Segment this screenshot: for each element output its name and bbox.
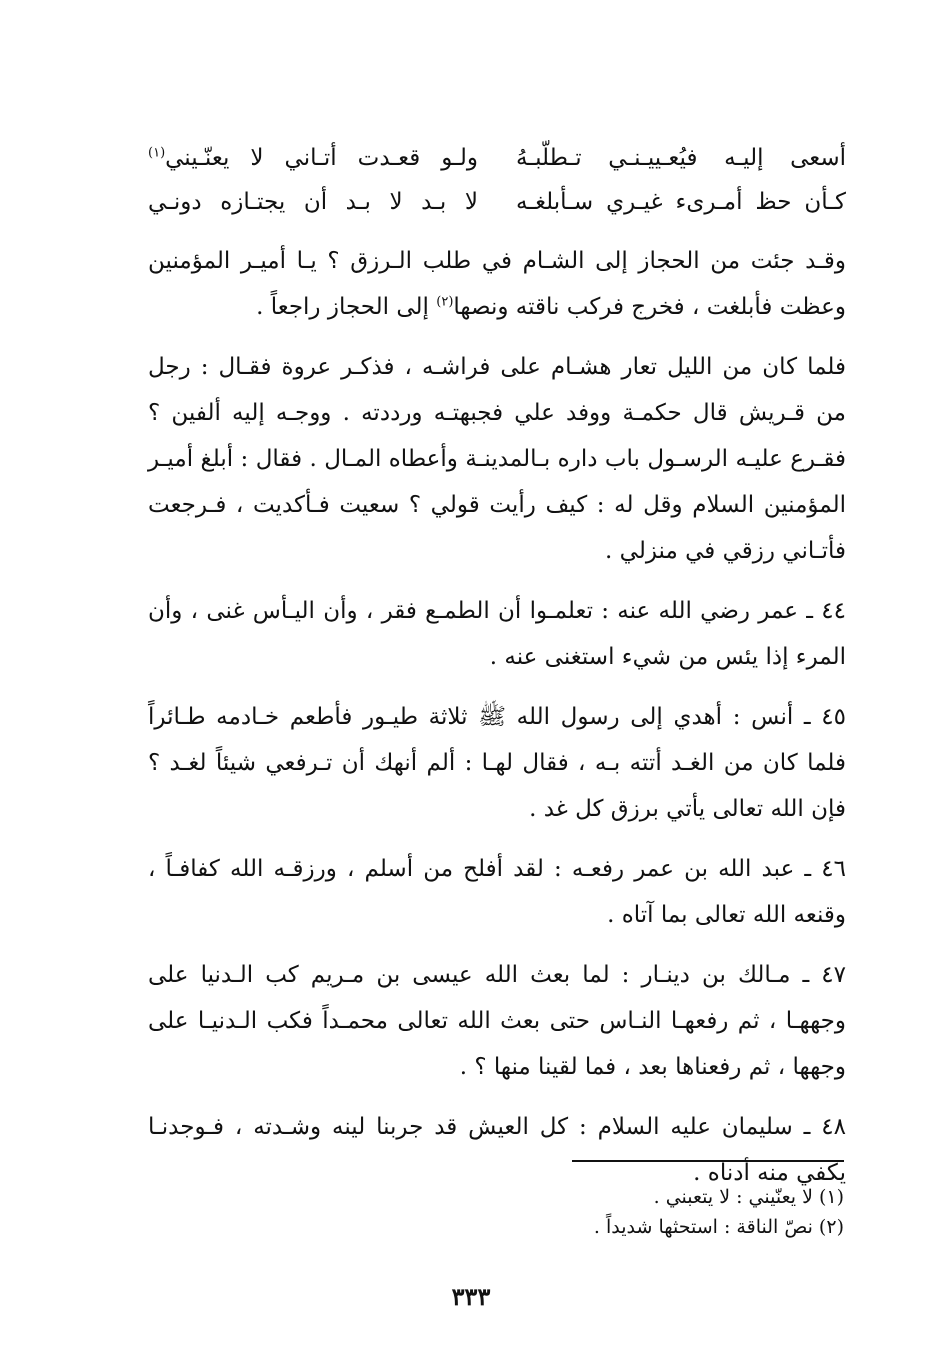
paragraph-1-text: وقـد جئت من الحجاز إلى الشـام في طلب الـرزق ؟ يـا أميـر المؤمنين وعظت فأبلغت ، فخرج فركب ناقته ونصها — [148, 248, 846, 320]
paragraph-2: فلما كان من الليل تعار هشـام على فراشـه ، فذكـر عروة فقـال : رجل من قـريش قال حكمـة ووفد علي فجبهتـه ورددته . ووجـه إليه ألفين ؟ فقـرع عليـه الرسـول باب داره بـالمدينـة وأعطاه المـال . فقال : أبلغ أميـر المؤمنين السلام وقل له : كيف رأيت قولي ؟ سعيت فـأكديت ، فـرجعت فأتـاني رزقي في منزلي . — [148, 354, 846, 564]
footnote-divider — [572, 1160, 844, 1162]
paragraph-1 — [148, 238, 846, 330]
page-number: ٣٣٣ — [451, 1282, 491, 1311]
main-text — [148, 238, 846, 1196]
verse-1-second-hemistich — [148, 136, 478, 180]
verse-line-1 — [148, 136, 846, 180]
paragraph-46: ٤٦ ـ عبد الله بن عمر رفعـه : لقد أفلح من أسلم ، ورزقـه الله كفافـاً ، وقنعه الله تعالى بما آتاه . — [148, 856, 846, 928]
paragraph-44: ٤٤ ـ عمر رضي الله عنه : تعلمـوا أن الطمـع فقر ، وأن اليـأس غنى ، وأن المرء إذا يئس من شيء استغنى عنه . — [148, 598, 846, 670]
verse-1-second-text: ولـو قعـدت أتـاني لا يعنّـيني — [165, 145, 478, 171]
verse-1-first-hemistich: أسعى إليـه فيُعـييـنـي تـطلّبـهُ — [516, 145, 846, 171]
paragraph-1-text-after: إلى الحجاز راجعاً . — [256, 294, 437, 320]
paragraph-45: ٤٥ ـ أنس : أهدي إلى رسول الله ﷺ ثلاثة طيـور فأطعم خـادمه طـائراً فلما كان من الغـد أتته بـه ، فقال لهـا : ألم أنهك أن تـرفعي شيئاً لغـد ؟ فإن الله تعالى يأتي برزق كل غد . — [148, 704, 846, 822]
paragraph-48: ٤٨ ـ سليمان عليه السلام : كل العيش قد جربنا لينه وشـدته ، فـوجدنـا يكفي منه أدناه . — [148, 1114, 847, 1186]
verse-2-first-hemistich: كـأن حظ أمـرىء غيـري سـأبلغـه — [516, 189, 846, 215]
paragraph-47: ٤٧ ـ مـالك بن دينـار : لما بعث الله عيسى بن مـريم كب الـدنيا على وجههـا ، ثم رفعهـا النـاس حتى بعث الله تعالى محمـداً فكب الـدنيـا على وجهها ، ثم رفعناها بعد ، فما لقينا منها ؟ . — [148, 962, 846, 1080]
verse-2-second-hemistich: لا بـد لا بـد أن يجتـازه دونـي — [148, 189, 478, 215]
poem-verses — [148, 136, 846, 224]
footnote-ref-2: (٢) — [436, 294, 454, 310]
footnote-ref-1: (١) — [148, 145, 166, 161]
verse-line-2 — [148, 180, 846, 224]
footnotes — [300, 1182, 844, 1242]
footnote-2: (٢) نصّ الناقة : استحثها شديداً . — [593, 1216, 844, 1238]
footnote-1: (١) لا يعنّيني : لا يتعبني . — [653, 1186, 844, 1208]
